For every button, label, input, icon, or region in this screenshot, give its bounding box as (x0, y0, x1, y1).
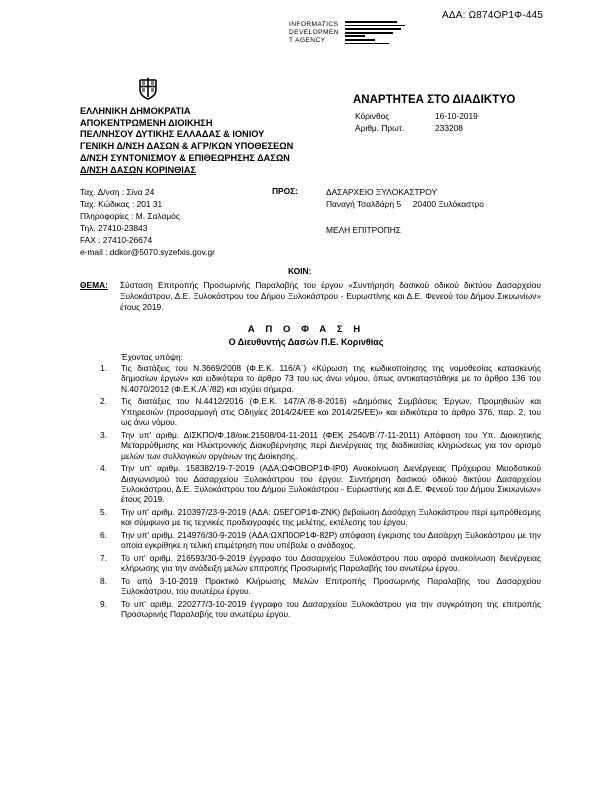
issuer-department: Δ/ΝΣΗ ΔΑΣΩΝ ΚΟΡΙΝΘΙΑΣ (80, 164, 196, 175)
protocol-number: 233208 (435, 123, 463, 133)
item-text: Το από 3-10-2019 Πρακτικό Κλήρωσης Μελών Επιτροπής Προσωρινής Παραλαβής του Δασαρχείου Ξυλοκάστρου, του ανωτέρω έργου. (121, 576, 541, 597)
protocol-label: Αριθμ. Πρωτ. (355, 123, 405, 133)
item-number: 9. (100, 599, 107, 610)
item-number: 5. (100, 507, 107, 518)
list-item (100, 396, 541, 427)
item-text: Την υπ' αριθμ. 158382/19-7-2019 (ΑΔΑ:ΩΦΟΒΟΡ1Φ-ΙΡ0) Ανακοίνωση Διενέργειας Πρόχειρου Μειοδοτικού Διαγωνισμού του Δασαρχείου Ξυλοκάστρου του έργου: Συντήρηση δασικού οδικού δικτύου Δασαρχείου Ξυλοκάστρου, Δ.Ε. Ξυλοκάστρου του Δήμου Ξυλοκάστρου - Ευρωστίνης και Δ.Ε. Φενεού του Δήμου Σικυωνίων» έτους 2019. (121, 463, 541, 505)
recipient-address: Παναγή Τσαλδάρη 5 20400 Ξυλόκαστρο (326, 199, 484, 209)
item-text: Την υπ' αριθμ. 210397/23-9-2019 (ΑΔΑ: Ω5ΕΓΟΡ1Φ-ΖΝΚ) βεβαίωση Δασάρχη Ξυλοκάστρου περί εμπρόθεσμης και σύμφωνα με τις τεχνικές προδιαγραφές της μελέτης, εκτέλεσης του έργου. (121, 507, 541, 528)
list-item (100, 599, 541, 620)
recipient-name: ΔΑΣΑΡΧΕΙΟ ΞΥΛΟΚΑΣΤΡΟΥ (326, 187, 438, 197)
issuer-line: ΕΛΛΗΝΙΚΗ ΔΗΜΟΚΡΑΤΙΑ (80, 106, 191, 116)
cc-label: ΚΟΙΝ: (288, 266, 312, 276)
recipients (326, 186, 484, 236)
item-text: Το υπ' αριθμ. 220277/3-10-2019 έγγραφο του Δασαρχείου Ξυλοκάστρου για την συγκρότηση της επιτροπής Προσωρινής Παραλαβής του ανωτέρω έργου. (121, 599, 541, 620)
list-item (100, 363, 541, 394)
to-label: ΠΡΟΣ: (272, 186, 298, 196)
contact-email: e-mail : ddkor@5070.syzefxis.gov.gr (80, 247, 215, 257)
item-text: Τις διατάξεις του Ν.3669/2008 (Φ.Ε.Κ. 116/Α΄) «Κύρωση της κωδικοποίησης της νομοθεσίας κατασκευής δημοσίων έργων» και ειδικότερα το άρθρο 73 του ως άνω νόμου, όπως αντικαταστάθηκε με το άρθρο 136 του Ν.4070/2012 (Φ.Ε.Κ./Α΄/82) και ισχύει σήμερα. (121, 363, 541, 394)
item-number: 6. (100, 530, 107, 541)
list-item (100, 507, 541, 528)
issuing-authority (80, 106, 293, 176)
item-text: Τις διατάξεις του Ν.4412/2016 (Φ.Ε.Κ. 147/Α΄/8-8-2016) «Δημόσιες Συμβάσεις Έργων, Προμηθειών και Υπηρεσιών (προσαρμογή στις Οδηγίες 2014/24/ΕΕ και 2014/25/ΕΕ)» και ειδικότερα το άρθρο 376, παρ. 2, του ως άνω νόμου. (121, 396, 541, 428)
list-item (100, 553, 541, 574)
contact-address: Ταχ. Δ/νση : Σίνα 24 (80, 187, 155, 197)
stamp-text-line: T AGENCY (289, 37, 326, 44)
item-number: 7. (100, 553, 107, 564)
subject-label: ΘΕΜΑ: (80, 280, 108, 290)
decision-signatory: Ο Διευθυντής Δασών Π.Ε. Κορινθίας (228, 337, 384, 347)
list-item (100, 576, 541, 597)
digital-signature-block (345, 21, 405, 46)
issuer-line: ΠΕΛ/ΝΗΣΟΥ ΔΥΤΙΚΗΣ ΕΛΛΑΔΑΣ & ΙΟΝΙΟΥ (80, 129, 265, 140)
issuer-line: ΓΕΝΙΚΗ Δ/ΝΣΗ ΔΑΣΩΝ & ΑΓΡ/ΚΩΝ ΥΠΟΘΕΣΕΩΝ (80, 141, 294, 152)
item-number: 3. (100, 429, 107, 440)
stamp-text (289, 21, 339, 45)
contact-info (80, 186, 215, 258)
stamp-text-line: INFORMATICS (289, 21, 339, 28)
contact-person: Πληροφορίες : Μ. Σαλαμός (80, 211, 180, 221)
having-regard: Έχοντας υπόψη: (121, 352, 183, 362)
list-item (100, 463, 541, 505)
decision-title: Α Π Ο Φ Α Σ Η (247, 324, 365, 335)
subject-text: Σύσταση Επιτροπής Προσωρινής Παραλαβής του έργου «Συντήρηση δασικού οδικού δικτύου Δασαρχείου Ξυλοκάστρου, Δ.Ε. Ξυλοκάστρου του Δήμου Ξυλοκάστρου - Ευρωστίνης και Δ.Ε. Φενεού του Δήμου Σικυωνίων» έτους 2019. (120, 280, 541, 313)
item-number: 2. (100, 396, 107, 407)
item-text: Την υπ' αριθμ. ΔΙΣΚΠΟ/Φ.18/οικ.21508/04-11-2011 (ΦΕΚ 2540/Β΄/7-11-2011) Απόφαση του Υπ. Διοικητικής Μεταρρύθμισης και Ηλεκτρονικής Διακυβέρνησης περί Διενέργειας της διαδικασίας κληρώσεως για τον ορισμό μελών των συλλογικών οργάνων της Διοίκησης. (121, 429, 541, 461)
post-online-notice: ΑΝΑΡΤΗΤΕΑ ΣΤΟ ΔΙΑΔΙΚΤΥΟ (353, 94, 516, 106)
item-number: 8. (100, 576, 107, 587)
contact-postcode: Ταχ. Κώδικας : 201 31 (80, 199, 163, 209)
recipient-members: ΜΕΛΗ ΕΠΙΤΡΟΠΗΣ (326, 225, 401, 235)
considerations-list (100, 363, 541, 622)
greek-emblem-icon (136, 76, 160, 100)
item-text: Την υπ' αριθμ. 214976/30-9-2019 (ΑΔΑ:ΩΧΠ0ΟΡ1Φ-82Ρ) απόφαση έγκρισης του Δασάρχη Ξυλοκάστρου με την οποία εγκρίθηκε η τελική επιμέτρηση που υπέβαλε ο ανάδοχος. (121, 530, 541, 551)
stamp-text-line: DEVELOPMEN (289, 29, 339, 36)
list-item (100, 530, 541, 551)
place: Κόρινθος (355, 111, 390, 121)
contact-phone: Τηλ. 27410-23843 (80, 223, 148, 233)
item-text: Το υπ' αριθμ. 216593/30-9-2019 έγγραφο του Δασαρχείου Ξυλοκάστρου που αφορά ανακοίνωση διενέργειας κλήρωσης για την ανάδειξη μελών επιτροπής Προσωρινής Παραλαβής του ανωτέρω έργου. (121, 553, 541, 574)
date: 16-10-2019 (435, 111, 478, 121)
item-number: 4. (100, 463, 107, 474)
issuer-line: Δ/ΝΣΗ ΣΥΝΤΟΝΙΣΜΟΥ & ΕΠΙΘΕΩΡΗΣΗΣ ΔΑΣΩΝ (80, 152, 290, 163)
place-date-row (355, 111, 478, 121)
list-item (100, 430, 541, 461)
ada-code: ΑΔΑ: Ω874ΟΡ1Φ-445 (442, 10, 544, 21)
item-number: 1. (100, 363, 107, 373)
issuer-line: ΑΠΟΚΕΝΤΡΩΜΕΝΗ ΔΙΟΙΚΗΣΗ (80, 117, 213, 128)
protocol-row (355, 123, 463, 133)
contact-fax: FAX : 27410-26674 (80, 235, 153, 245)
